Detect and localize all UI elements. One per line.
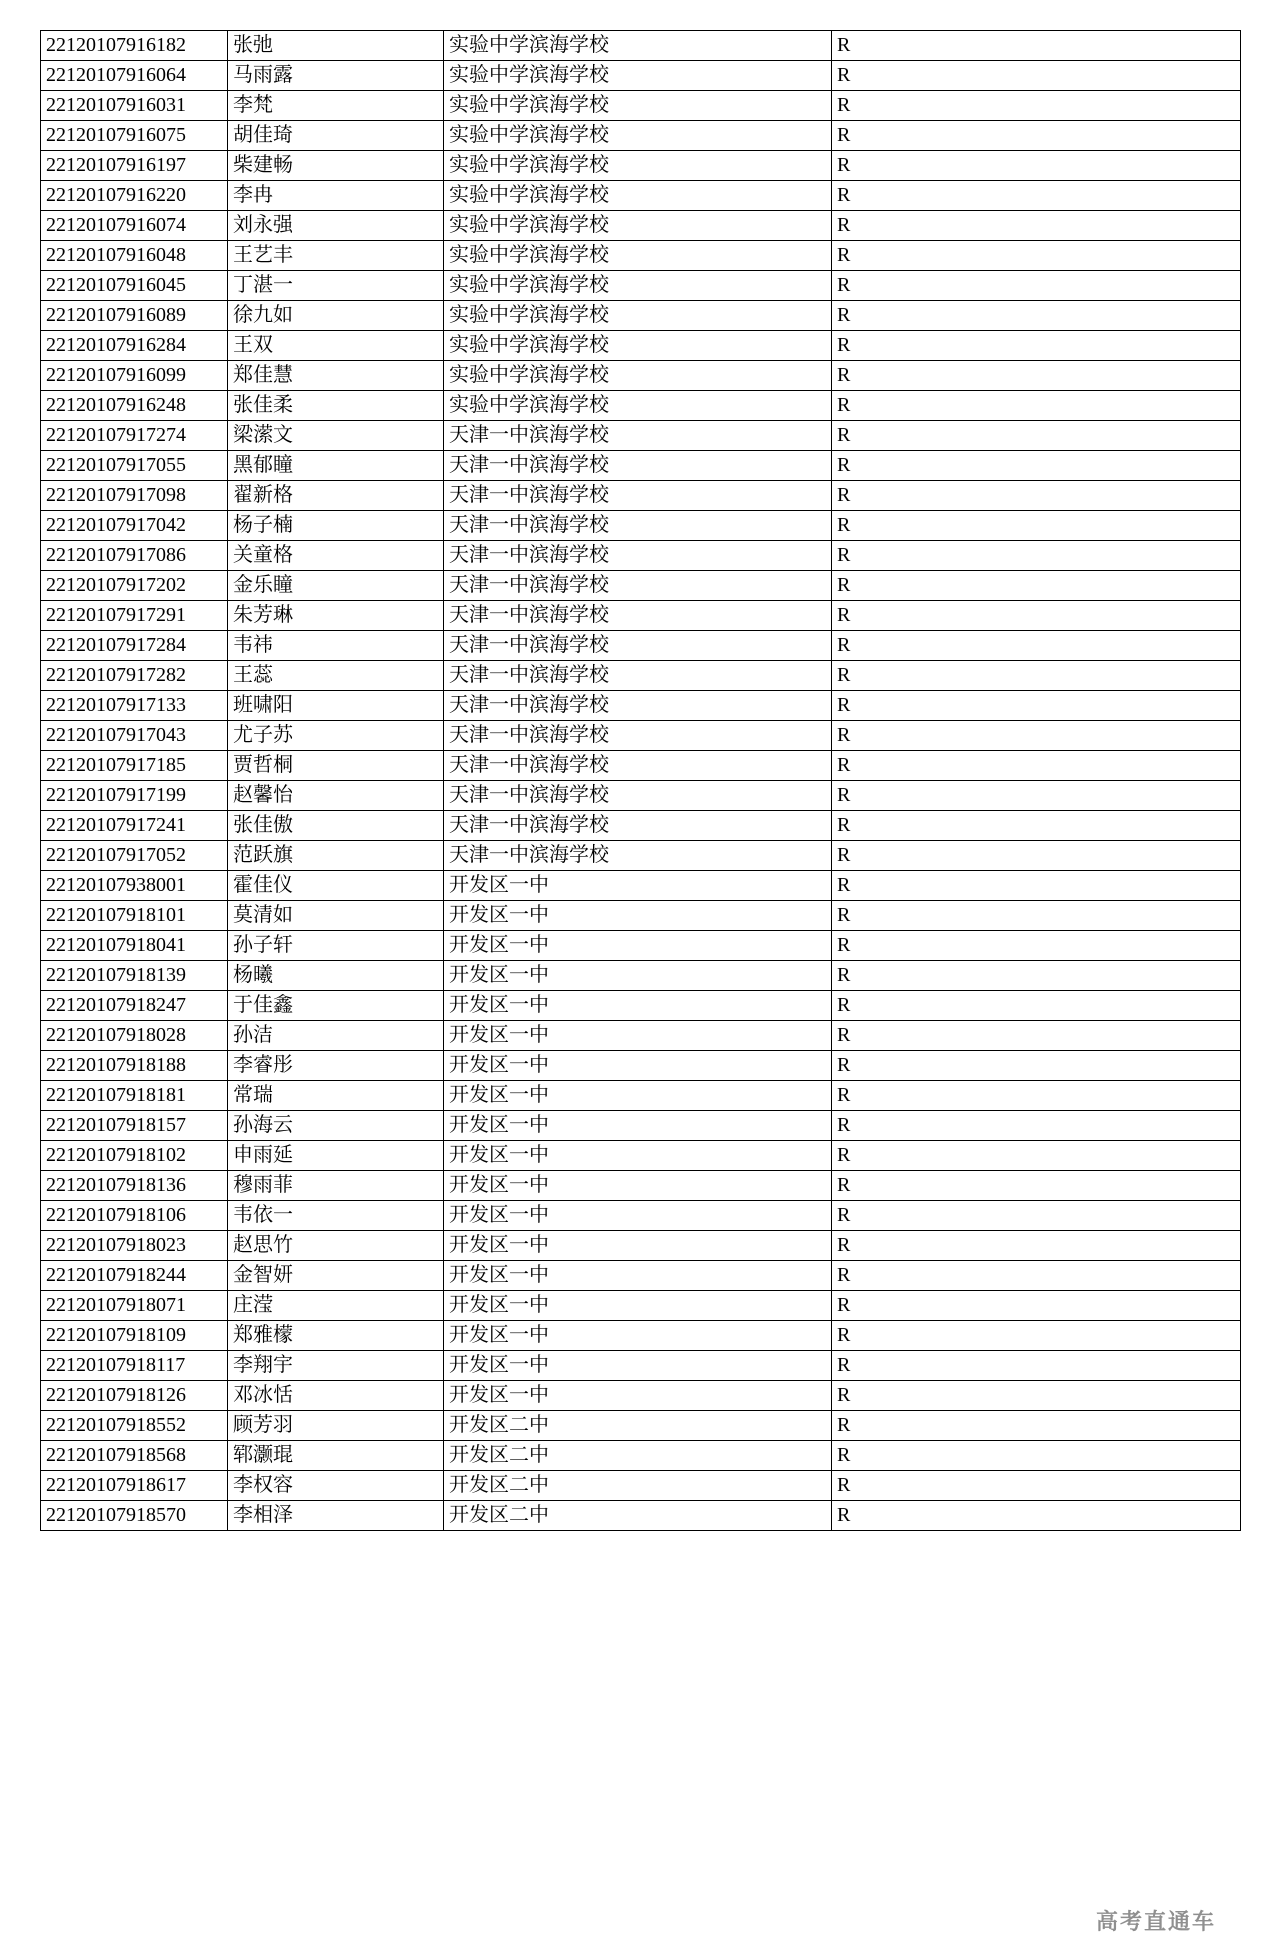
- flag-cell: R: [832, 511, 1241, 541]
- student-name-cell: 黑郁瞳: [228, 451, 444, 481]
- flag-cell: R: [832, 391, 1241, 421]
- table-row: [41, 1381, 1241, 1411]
- school-name-cell: 开发区一中: [444, 1051, 832, 1081]
- school-name-cell: 实验中学滨海学校: [444, 91, 832, 121]
- table-row: [41, 1081, 1241, 1111]
- student-id-cell: 22120107916045: [41, 271, 228, 301]
- school-name-cell: 开发区一中: [444, 931, 832, 961]
- student-id-cell: 22120107918023: [41, 1231, 228, 1261]
- flag-cell: R: [832, 841, 1241, 871]
- school-name-cell: 天津一中滨海学校: [444, 751, 832, 781]
- student-id-cell: 22120107918126: [41, 1381, 228, 1411]
- table-row: [41, 511, 1241, 541]
- flag-cell: R: [832, 781, 1241, 811]
- student-id-cell: 22120107916031: [41, 91, 228, 121]
- student-name-cell: 金乐瞳: [228, 571, 444, 601]
- school-name-cell: 开发区一中: [444, 1231, 832, 1261]
- school-name-cell: 实验中学滨海学校: [444, 61, 832, 91]
- student-id-cell: 22120107918247: [41, 991, 228, 1021]
- school-name-cell: 开发区一中: [444, 901, 832, 931]
- flag-cell: R: [832, 181, 1241, 211]
- school-name-cell: 天津一中滨海学校: [444, 601, 832, 631]
- table-row: [41, 571, 1241, 601]
- school-name-cell: 开发区一中: [444, 1261, 832, 1291]
- table-row: [41, 181, 1241, 211]
- student-id-cell: 22120107918136: [41, 1171, 228, 1201]
- student-name-cell: 杨子楠: [228, 511, 444, 541]
- flag-cell: R: [832, 1201, 1241, 1231]
- student-name-cell: 申雨延: [228, 1141, 444, 1171]
- student-id-cell: 22120107917291: [41, 601, 228, 631]
- flag-cell: R: [832, 1411, 1241, 1441]
- student-name-cell: 杨曦: [228, 961, 444, 991]
- table-row: [41, 901, 1241, 931]
- school-name-cell: 天津一中滨海学校: [444, 631, 832, 661]
- watermark-text: 高考直通车: [1095, 1909, 1216, 1934]
- student-id-cell: 22120107918568: [41, 1441, 228, 1471]
- student-id-cell: 22120107916099: [41, 361, 228, 391]
- student-name-cell: 尤子苏: [228, 721, 444, 751]
- student-name-cell: 顾芳羽: [228, 1411, 444, 1441]
- student-id-cell: 22120107918570: [41, 1501, 228, 1531]
- flag-cell: R: [832, 1441, 1241, 1471]
- school-name-cell: 实验中学滨海学校: [444, 181, 832, 211]
- table-row: [41, 31, 1241, 61]
- student-name-cell: 班啸阳: [228, 691, 444, 721]
- student-name-cell: 王双: [228, 331, 444, 361]
- flag-cell: R: [832, 1111, 1241, 1141]
- flag-cell: R: [832, 1051, 1241, 1081]
- student-id-cell: 22120107917199: [41, 781, 228, 811]
- student-name-cell: 关童格: [228, 541, 444, 571]
- school-name-cell: 天津一中滨海学校: [444, 691, 832, 721]
- table-row: [41, 811, 1241, 841]
- table-row: [41, 421, 1241, 451]
- school-name-cell: 天津一中滨海学校: [444, 571, 832, 601]
- student-id-cell: 22120107918139: [41, 961, 228, 991]
- student-name-cell: 穆雨菲: [228, 1171, 444, 1201]
- flag-cell: R: [832, 331, 1241, 361]
- table-row: [41, 961, 1241, 991]
- student-id-cell: 22120107917042: [41, 511, 228, 541]
- table-row: [41, 1231, 1241, 1261]
- table-row: [41, 241, 1241, 271]
- flag-cell: R: [832, 1501, 1241, 1531]
- flag-cell: R: [832, 121, 1241, 151]
- school-name-cell: 实验中学滨海学校: [444, 361, 832, 391]
- student-name-cell: 马雨露: [228, 61, 444, 91]
- student-name-cell: 于佳鑫: [228, 991, 444, 1021]
- student-name-cell: 赵思竹: [228, 1231, 444, 1261]
- table-row: [41, 871, 1241, 901]
- flag-cell: R: [832, 1261, 1241, 1291]
- flag-cell: R: [832, 151, 1241, 181]
- student-id-cell: 22120107918106: [41, 1201, 228, 1231]
- student-name-cell: 韦依一: [228, 1201, 444, 1231]
- student-name-cell: 王艺丰: [228, 241, 444, 271]
- school-name-cell: 开发区一中: [444, 1081, 832, 1111]
- table-row: [41, 991, 1241, 1021]
- flag-cell: R: [832, 1021, 1241, 1051]
- student-name-cell: 韦祎: [228, 631, 444, 661]
- flag-cell: R: [832, 1231, 1241, 1261]
- student-id-cell: 22120107916248: [41, 391, 228, 421]
- table-row: [41, 481, 1241, 511]
- table-row: [41, 121, 1241, 151]
- student-name-cell: 莫清如: [228, 901, 444, 931]
- table-row: [41, 1351, 1241, 1381]
- student-name-cell: 刘永强: [228, 211, 444, 241]
- school-name-cell: 实验中学滨海学校: [444, 211, 832, 241]
- school-name-cell: 实验中学滨海学校: [444, 121, 832, 151]
- school-name-cell: 天津一中滨海学校: [444, 511, 832, 541]
- student-name-cell: 梁潆文: [228, 421, 444, 451]
- student-id-cell: 22120107917274: [41, 421, 228, 451]
- flag-cell: R: [832, 1291, 1241, 1321]
- school-name-cell: 开发区一中: [444, 1291, 832, 1321]
- student-id-cell: 22120107918552: [41, 1411, 228, 1441]
- student-id-cell: 22120107918117: [41, 1351, 228, 1381]
- table-row: [41, 151, 1241, 181]
- student-id-cell: 22120107917055: [41, 451, 228, 481]
- student-name-cell: 郓灏琨: [228, 1441, 444, 1471]
- school-name-cell: 开发区一中: [444, 871, 832, 901]
- student-name-cell: 庄滢: [228, 1291, 444, 1321]
- flag-cell: R: [832, 901, 1241, 931]
- flag-cell: R: [832, 301, 1241, 331]
- student-id-cell: 22120107916284: [41, 331, 228, 361]
- school-name-cell: 开发区一中: [444, 1141, 832, 1171]
- student-name-cell: 霍佳仪: [228, 871, 444, 901]
- school-name-cell: 开发区二中: [444, 1411, 832, 1441]
- flag-cell: R: [832, 91, 1241, 121]
- student-table-body: [41, 31, 1241, 1531]
- school-name-cell: 实验中学滨海学校: [444, 31, 832, 61]
- flag-cell: R: [832, 721, 1241, 751]
- student-id-cell: 22120107916075: [41, 121, 228, 151]
- table-row: [41, 451, 1241, 481]
- student-id-cell: 22120107918041: [41, 931, 228, 961]
- flag-cell: R: [832, 61, 1241, 91]
- school-name-cell: 天津一中滨海学校: [444, 481, 832, 511]
- school-name-cell: 实验中学滨海学校: [444, 331, 832, 361]
- table-row: [41, 91, 1241, 121]
- student-name-cell: 朱芳琳: [228, 601, 444, 631]
- flag-cell: R: [832, 451, 1241, 481]
- table-row: [41, 1021, 1241, 1051]
- student-id-cell: 22120107916182: [41, 31, 228, 61]
- school-name-cell: 实验中学滨海学校: [444, 271, 832, 301]
- school-name-cell: 实验中学滨海学校: [444, 241, 832, 271]
- student-id-cell: 22120107918109: [41, 1321, 228, 1351]
- table-row: [41, 541, 1241, 571]
- flag-cell: R: [832, 1351, 1241, 1381]
- student-name-cell: 李梵: [228, 91, 444, 121]
- table-row: [41, 1051, 1241, 1081]
- student-id-cell: 22120107918028: [41, 1021, 228, 1051]
- school-name-cell: 开发区一中: [444, 1111, 832, 1141]
- table-row: [41, 721, 1241, 751]
- flag-cell: R: [832, 1321, 1241, 1351]
- flag-cell: R: [832, 661, 1241, 691]
- table-row: [41, 1411, 1241, 1441]
- student-id-cell: 22120107918102: [41, 1141, 228, 1171]
- school-name-cell: 天津一中滨海学校: [444, 421, 832, 451]
- school-name-cell: 开发区二中: [444, 1471, 832, 1501]
- school-name-cell: 开发区二中: [444, 1441, 832, 1471]
- student-id-cell: 22120107917202: [41, 571, 228, 601]
- student-id-cell: 22120107917241: [41, 811, 228, 841]
- table-row: [41, 271, 1241, 301]
- student-name-cell: 张佳柔: [228, 391, 444, 421]
- student-name-cell: 贾哲桐: [228, 751, 444, 781]
- student-id-cell: 22120107917282: [41, 661, 228, 691]
- student-id-cell: 22120107918188: [41, 1051, 228, 1081]
- table-row: [41, 1501, 1241, 1531]
- school-name-cell: 开发区一中: [444, 1321, 832, 1351]
- table-row: [41, 1111, 1241, 1141]
- student-id-cell: 22120107918101: [41, 901, 228, 931]
- table-row: [41, 391, 1241, 421]
- flag-cell: R: [832, 421, 1241, 451]
- student-id-cell: 22120107918244: [41, 1261, 228, 1291]
- student-name-cell: 赵馨怡: [228, 781, 444, 811]
- student-table: [40, 30, 1241, 1531]
- table-row: [41, 1471, 1241, 1501]
- school-name-cell: 天津一中滨海学校: [444, 661, 832, 691]
- student-id-cell: 22120107917098: [41, 481, 228, 511]
- school-name-cell: 天津一中滨海学校: [444, 721, 832, 751]
- school-name-cell: 天津一中滨海学校: [444, 541, 832, 571]
- student-name-cell: 翟新格: [228, 481, 444, 511]
- table-row: [41, 661, 1241, 691]
- table-row: [41, 601, 1241, 631]
- student-name-cell: 王蕊: [228, 661, 444, 691]
- flag-cell: R: [832, 271, 1241, 301]
- school-name-cell: 天津一中滨海学校: [444, 841, 832, 871]
- flag-cell: R: [832, 631, 1241, 661]
- student-id-cell: 22120107916074: [41, 211, 228, 241]
- student-name-cell: 张佳傲: [228, 811, 444, 841]
- school-name-cell: 开发区一中: [444, 1381, 832, 1411]
- student-id-cell: 22120107938001: [41, 871, 228, 901]
- table-row: [41, 1321, 1241, 1351]
- flag-cell: R: [832, 1081, 1241, 1111]
- school-name-cell: 天津一中滨海学校: [444, 451, 832, 481]
- school-name-cell: 开发区一中: [444, 991, 832, 1021]
- table-row: [41, 931, 1241, 961]
- student-id-cell: 22120107916064: [41, 61, 228, 91]
- table-row: [41, 1441, 1241, 1471]
- school-name-cell: 天津一中滨海学校: [444, 781, 832, 811]
- flag-cell: R: [832, 1171, 1241, 1201]
- table-row: [41, 331, 1241, 361]
- student-id-cell: 22120107918617: [41, 1471, 228, 1501]
- flag-cell: R: [832, 751, 1241, 781]
- table-row: [41, 781, 1241, 811]
- student-id-cell: 22120107916220: [41, 181, 228, 211]
- school-name-cell: 开发区一中: [444, 1351, 832, 1381]
- student-name-cell: 孙海云: [228, 1111, 444, 1141]
- table-row: [41, 301, 1241, 331]
- school-name-cell: 开发区一中: [444, 1021, 832, 1051]
- school-name-cell: 开发区二中: [444, 1501, 832, 1531]
- school-name-cell: 开发区一中: [444, 1201, 832, 1231]
- table-row: [41, 1171, 1241, 1201]
- student-id-cell: 22120107918181: [41, 1081, 228, 1111]
- student-id-cell: 22120107917052: [41, 841, 228, 871]
- school-name-cell: 实验中学滨海学校: [444, 301, 832, 331]
- flag-cell: R: [832, 541, 1241, 571]
- student-name-cell: 李相泽: [228, 1501, 444, 1531]
- flag-cell: R: [832, 31, 1241, 61]
- flag-cell: R: [832, 211, 1241, 241]
- flag-cell: R: [832, 1381, 1241, 1411]
- school-name-cell: 天津一中滨海学校: [444, 811, 832, 841]
- table-row: [41, 631, 1241, 661]
- school-name-cell: 实验中学滨海学校: [444, 391, 832, 421]
- school-name-cell: 实验中学滨海学校: [444, 151, 832, 181]
- student-name-cell: 邓冰恬: [228, 1381, 444, 1411]
- flag-cell: R: [832, 961, 1241, 991]
- student-id-cell: 22120107916048: [41, 241, 228, 271]
- table-row: [41, 1141, 1241, 1171]
- table-row: [41, 1291, 1241, 1321]
- flag-cell: R: [832, 571, 1241, 601]
- student-name-cell: 李权容: [228, 1471, 444, 1501]
- student-name-cell: 孙子轩: [228, 931, 444, 961]
- flag-cell: R: [832, 241, 1241, 271]
- flag-cell: R: [832, 361, 1241, 391]
- flag-cell: R: [832, 601, 1241, 631]
- flag-cell: R: [832, 1471, 1241, 1501]
- table-row: [41, 211, 1241, 241]
- flag-cell: R: [832, 481, 1241, 511]
- table-row: [41, 61, 1241, 91]
- flag-cell: R: [832, 991, 1241, 1021]
- student-name-cell: 常瑞: [228, 1081, 444, 1111]
- school-name-cell: 开发区一中: [444, 961, 832, 991]
- student-name-cell: 李冉: [228, 181, 444, 211]
- table-row: [41, 751, 1241, 781]
- student-id-cell: 22120107917043: [41, 721, 228, 751]
- student-name-cell: 李睿彤: [228, 1051, 444, 1081]
- school-name-cell: 开发区一中: [444, 1171, 832, 1201]
- student-id-cell: 22120107918157: [41, 1111, 228, 1141]
- student-id-cell: 22120107917133: [41, 691, 228, 721]
- flag-cell: R: [832, 1141, 1241, 1171]
- student-id-cell: 22120107917185: [41, 751, 228, 781]
- student-name-cell: 金智妍: [228, 1261, 444, 1291]
- student-name-cell: 柴建畅: [228, 151, 444, 181]
- flag-cell: R: [832, 691, 1241, 721]
- student-name-cell: 李翔宇: [228, 1351, 444, 1381]
- flag-cell: R: [832, 811, 1241, 841]
- student-id-cell: 22120107917086: [41, 541, 228, 571]
- flag-cell: R: [832, 871, 1241, 901]
- student-name-cell: 郑雅檬: [228, 1321, 444, 1351]
- student-name-cell: 范跃旗: [228, 841, 444, 871]
- student-name-cell: 徐九如: [228, 301, 444, 331]
- student-name-cell: 郑佳慧: [228, 361, 444, 391]
- student-name-cell: 胡佳琦: [228, 121, 444, 151]
- table-row: [41, 1201, 1241, 1231]
- student-id-cell: 22120107916089: [41, 301, 228, 331]
- student-id-cell: 22120107917284: [41, 631, 228, 661]
- table-row: [41, 1261, 1241, 1291]
- table-row: [41, 691, 1241, 721]
- table-row: [41, 841, 1241, 871]
- flag-cell: R: [832, 931, 1241, 961]
- student-name-cell: 孙洁: [228, 1021, 444, 1051]
- student-name-cell: 丁湛一: [228, 271, 444, 301]
- student-id-cell: 22120107918071: [41, 1291, 228, 1321]
- student-id-cell: 22120107916197: [41, 151, 228, 181]
- table-row: [41, 361, 1241, 391]
- student-name-cell: 张弛: [228, 31, 444, 61]
